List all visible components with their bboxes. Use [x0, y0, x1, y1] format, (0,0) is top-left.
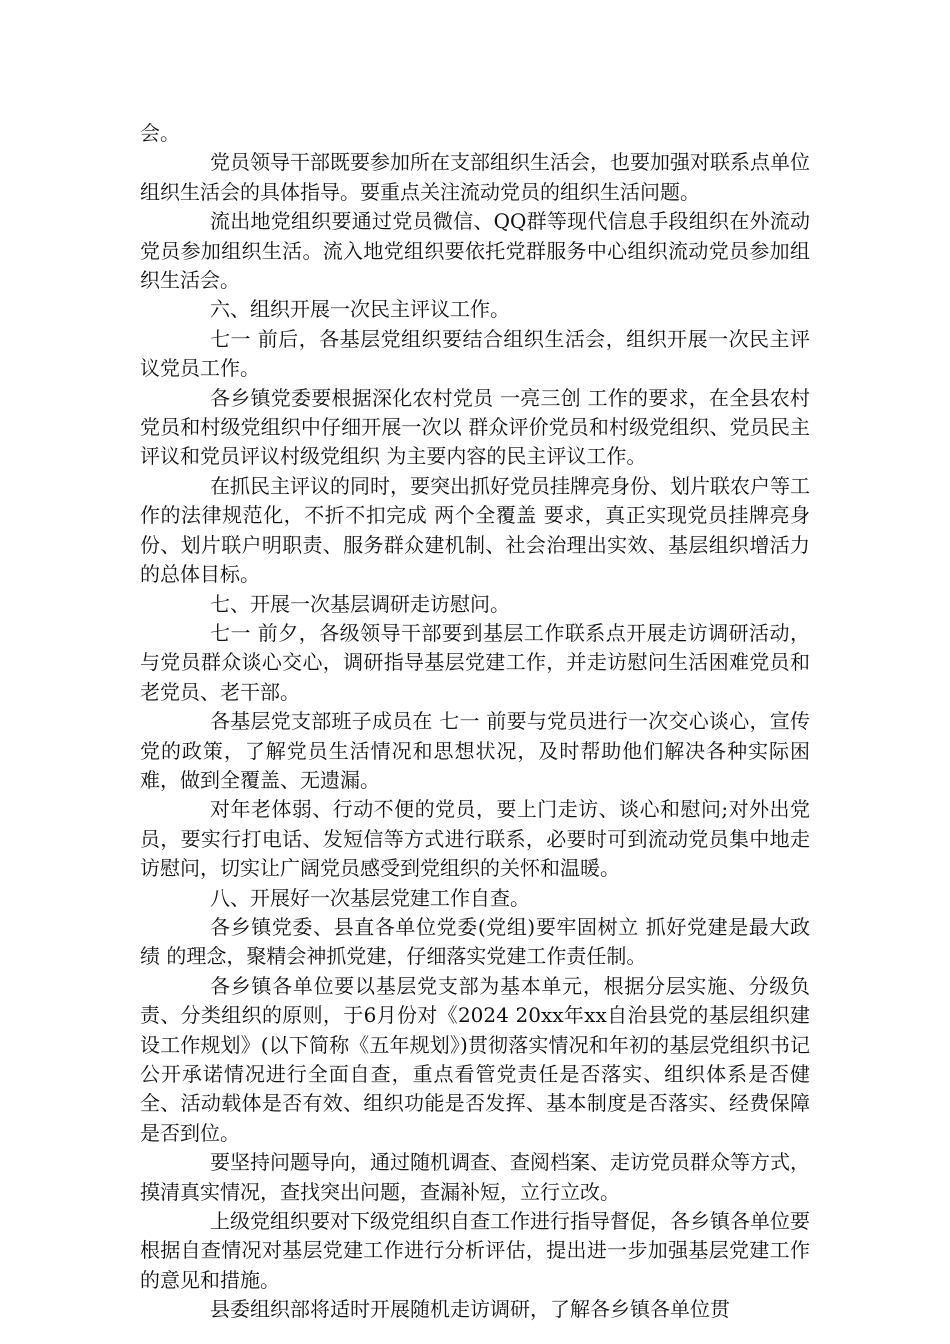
paragraph: 各基层党支部班子成员在 七一 前要与党员进行一次交心谈心，宣传党的政策，了解党员生活情况和思想状况，及时帮助他们解决各种实际困难，做到全覆盖、无遗漏。 [140, 709, 810, 792]
document-body [140, 119, 810, 1325]
paragraph: 党员领导干部既要参加所在支部组织生活会，也要加强对联系点单位组织生活会的具体指导。要重点关注流动党员的组织生活问题。 [140, 150, 810, 204]
section-heading: 八、开展好一次基层党建工作自查。 [210, 885, 530, 910]
paragraph: 要坚持问题导向，通过随机调查、查阅档案、走访党员群众等方式，摸清真实情况，查找突出问题，查漏补短，立行立改。 [140, 1150, 810, 1204]
paragraph: 各乡镇党委、县直各单位党委(党组)要牢固树立 抓好党建是最大政绩 的理念，聚精会神抓党建，仔细落实党建工作责任制。 [140, 914, 810, 969]
paragraph: 上级党组织要对下级党组织自查工作进行指导督促，各乡镇各单位要根据自查情况对基层党建工作进行分析评估，提出进一步加强基层党建工作的意见和措施。 [140, 1209, 810, 1292]
paragraph: 对年老体弱、行动不便的党员，要上门走访、谈心和慰问;对外出党员，要实行打电话、发短信等方式进行联系，必要时可到流动党员集中地走访慰问，切实让广阔党员感受到党组织的关怀和温暖。 [140, 797, 810, 881]
paragraph: 会。 [140, 121, 180, 145]
paragraph: 流出地党组织要通过党员微信、QQ群等现代信息手段组织在外流动党员参加组织生活。流入地党组织要依托党群服务中心组织流动党员参加组织生活会。 [140, 209, 810, 293]
paragraph: 各乡镇党委要根据深化农村党员 一亮三创 工作的要求，在全县农村党员和村级党组织中仔细开展一次以 群众评价党员和村级党组织、党员民主评议和党员评议村级党组织 为主要内容的民主评议工作。 [140, 385, 810, 469]
paragraph: 七一 前后，各基层党组织要结合组织生活会，组织开展一次民主评议党员工作。 [140, 326, 810, 381]
paragraph: 在抓民主评议的同时，要突出抓好党员挂牌亮身份、划片联农户等工作的法律规范化，不折不扣完成 两个全覆盖 要求，真正实现党员挂牌亮身份、划片联户明职责、服务群众建机制、社会治理出实效、基层组织增活力的总体目标。 [140, 473, 810, 587]
paragraph: 七一 前夕，各级领导干部要到基层工作联系点开展走访调研活动，与党员群众谈心交心，调研指导基层党建工作，并走访慰问生活困难党员和老党员、老干部。 [140, 620, 810, 704]
paragraph: 县委组织部将适时开展随机走访调研，了解各乡镇各单位贯 [210, 1297, 730, 1322]
paragraph: 各乡镇各单位要以基层党支部为基本单元，根据分层实施、分级负责、分类组织的原则，于6月份对《2024 20xx年xx自治县党的基层组织建设工作规划》(以下简称《五年规划》)贯彻落实情况和年初的基层党组织书记公开承诺情况进行全面自查，重点看管党责任是否落实、组织体系是否健全、活动载体是否有效、组织功能是否发挥、基本制度是否落实、经费保障是否到位。 [140, 973, 810, 1145]
section-heading: 六、组织开展一次民主评议工作。 [210, 297, 510, 322]
section-heading: 七、开展一次基层调研走访慰问。 [210, 591, 510, 616]
